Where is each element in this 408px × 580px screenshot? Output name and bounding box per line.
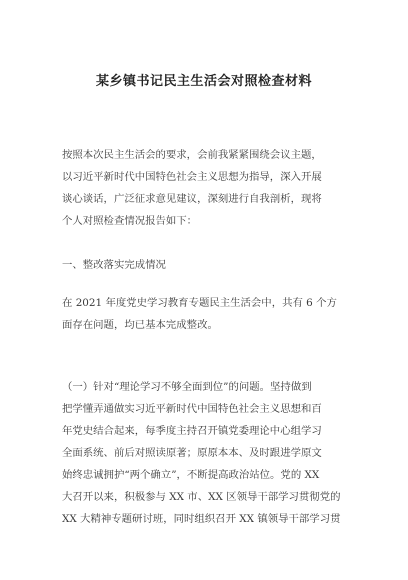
paragraph-line: 全面系统、前后对照读原著；原原本本、及时跟进学原文 [62,447,322,459]
paragraph-line: 按照本次民主生活会的要求，会前我紧紧围绕会议主题， [62,149,322,161]
paragraph-line: 谈心谈话，广泛征求意见建议，深刻进行自我剖析，现将 [62,193,322,205]
paragraph-line: 大召开以来，积极参与 XX 市、XX 区领导干部学习贯彻党的 [62,491,341,503]
paragraph-line: XX 大精神专题研讨班，同时组织召开 XX 镇领导干部学习贯 [62,513,341,525]
paragraph-line: 在 2021 年度党史学习教育专题民主生活会中，共有 6 个方 [62,297,337,309]
paragraph-line: 把学懂弄通做实习近平新时代中国特色社会主义思想和百 [62,403,322,415]
intro-paragraph [62,144,349,232]
document-title: 某乡镇书记民主生活会对照检查材料 [95,74,312,89]
paragraph-line: 年党史结合起来，每季度主持召开镇党委理论中心组学习 [62,425,322,437]
paragraph-line: （一）针对“理论学习不够全面到位”的问题。坚持做到 [62,381,312,393]
paragraph-line: 始终忠诚拥护“两个确立”，不断提高政治站位。党的 XX [62,469,320,481]
item-paragraph [62,376,349,530]
paragraph-line: 以习近平新时代中国特色社会主义思想为指导，深入开展 [62,171,322,183]
paragraph-line: 面存在问题，均已基本完成整改。 [62,319,218,331]
paragraph-line: 个人对照检查情况报告如下： [62,215,198,227]
section-body-paragraph [62,292,349,336]
section-heading: 一、整改落实完成情况 [62,259,166,271]
